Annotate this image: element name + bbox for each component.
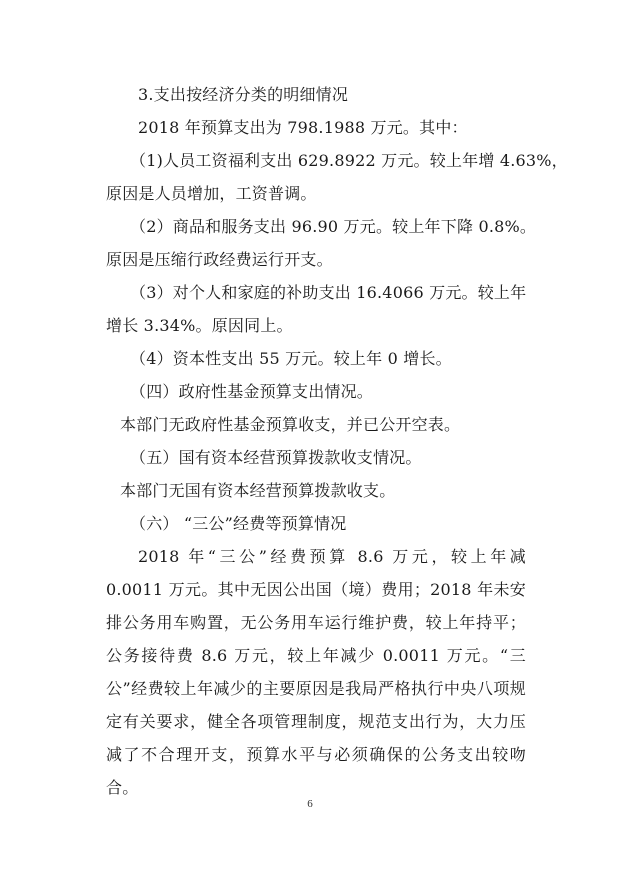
total-expenditure-paragraph: 2018 年预算支出为 798.1988 万元。其中：	[138, 118, 468, 137]
section-heading-state-capital: （五）国有资本经营预算拨款收支情况。	[130, 448, 422, 467]
item-1-line-1: （1)人员工资福利支出 629.8922 万元。较上年增 4.63%，	[130, 151, 568, 170]
government-fund-paragraph: 本部门无政府性基金预算收支，并已公开空表。	[120, 415, 461, 434]
item-2-line-2: 原因是压缩行政经费运行开支。	[106, 250, 333, 269]
section-heading-economic-classification: 3.支出按经济分类的明细情况	[138, 85, 349, 104]
item-4-paragraph: （4）资本性支出 55 万元。较上年 0 增长。	[130, 349, 452, 368]
state-capital-paragraph: 本部门无国有资本经营预算拨款收支。	[120, 481, 396, 500]
item-1-line-2: 原因是人员增加，工资普调。	[106, 184, 317, 203]
item-2-line-1: （2）商品和服务支出 96.90 万元。较上年下降 0.8%。	[130, 217, 537, 236]
page-number: 6	[307, 798, 313, 810]
item-3-line-1: （3）对个人和家庭的补助支出 16.4066 万元。较上年	[130, 283, 527, 302]
section-heading-three-public: （六） “三公”经费等预算情况	[130, 514, 347, 533]
item-3-line-2: 增长 3.34%。原因同上。	[106, 316, 293, 335]
three-public-paragraph: 2018 年“三公”经费预算 8.6 万元，较上年减 0.0011 万元。其中无因公出国（境）费用；2018 年未安排公务用车购置，无公务用车运行维护费，较上年持平；公务接待费 8.6 万元，较上年减少 0.0011 万元。“三公”经费较上年减少的主要原因是我局严格执行中央八项规定有关要求，健全各项管理制度，规范支出行为，大力压减了不合理开支，预算水平与必须确保的公务支出较吻合。	[106, 547, 526, 797]
section-heading-government-fund: （四）政府性基金预算支出情况。	[130, 382, 374, 401]
